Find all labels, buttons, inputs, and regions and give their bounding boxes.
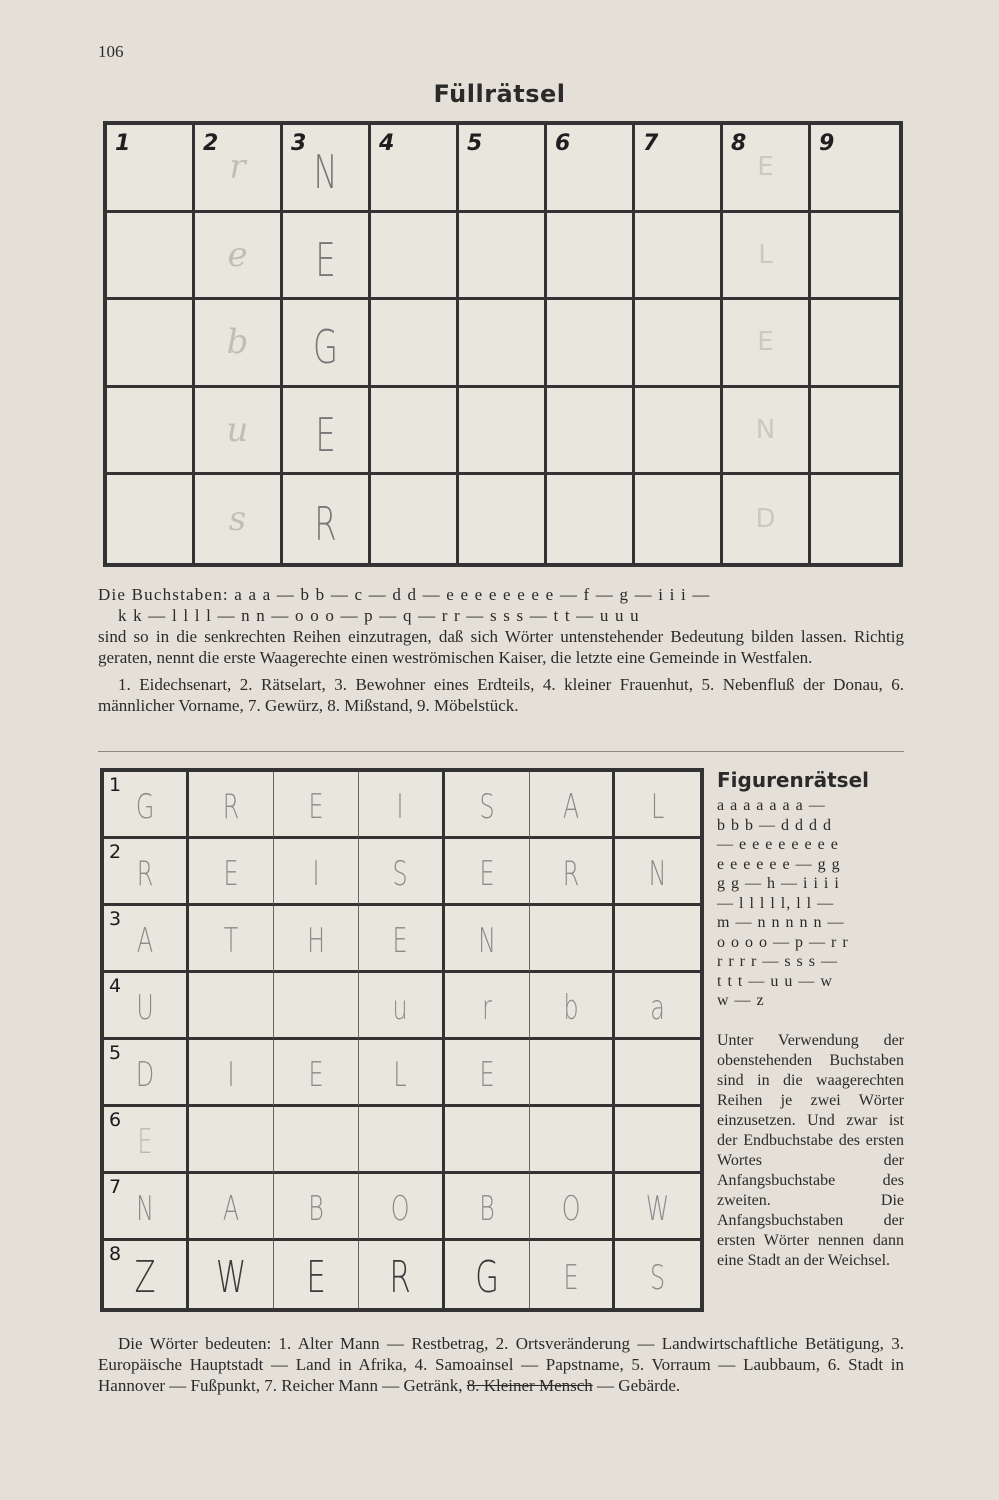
grid2-cell[interactable] xyxy=(274,1241,359,1308)
handwritten-letter: A xyxy=(136,921,154,961)
handwritten-letter: S xyxy=(392,854,409,894)
grid2-cell[interactable] xyxy=(359,1040,444,1107)
handwritten-letter: E xyxy=(315,232,336,287)
handwritten-letter: N xyxy=(136,1189,154,1229)
row-number: 5 xyxy=(109,1042,122,1064)
grid2-cell[interactable] xyxy=(445,973,530,1040)
grid2-cell[interactable] xyxy=(104,839,189,906)
handwritten-letter: I xyxy=(312,854,320,894)
grid2-cell[interactable] xyxy=(530,973,615,1040)
grid1-cell[interactable] xyxy=(283,388,371,476)
grid2-cell[interactable] xyxy=(530,1107,615,1174)
letters-line: o o o o — p — r r xyxy=(717,933,849,951)
grid2-cell[interactable] xyxy=(274,973,359,1040)
grid1-cell[interactable] xyxy=(371,475,459,563)
pencil-letter: e xyxy=(227,234,248,275)
handwritten-letter: A xyxy=(562,787,579,827)
pencil-letter: s xyxy=(228,499,247,540)
grid1-cell[interactable] xyxy=(459,475,547,563)
handwritten-letter: D xyxy=(135,1055,155,1095)
grid2-cell[interactable] xyxy=(530,1174,615,1241)
handwritten-letter: B xyxy=(478,1189,495,1229)
column-number: 2 xyxy=(203,131,219,156)
grid2-cell[interactable] xyxy=(359,1241,444,1308)
puzzle2-clue-struck: 8. Kleiner Mensch xyxy=(466,1376,593,1395)
grid2-cell[interactable] xyxy=(189,1040,274,1107)
grid2-cell[interactable] xyxy=(189,973,274,1040)
row-number: 2 xyxy=(109,841,122,863)
grid1-cell[interactable] xyxy=(723,388,811,476)
handwritten-letter: N xyxy=(477,921,496,961)
handwritten-letter: W xyxy=(215,1252,247,1303)
grid1-cell[interactable] xyxy=(371,300,459,388)
handwritten-letter: b xyxy=(563,988,579,1028)
grid1-cell[interactable] xyxy=(459,388,547,476)
grid2-cell[interactable] xyxy=(189,906,274,973)
grid1-cell[interactable] xyxy=(547,213,635,301)
letters-line-2: k k — l l l l — n n — o o o — p — q — r r — s s s — t t — u u u xyxy=(118,606,640,625)
handwritten-letter: T xyxy=(223,921,239,961)
separator-line xyxy=(98,751,904,752)
letters-line-1: Die Buchstaben: a a a — b b — c — d d — e e e e e e e e — f — g — i i i — xyxy=(98,585,711,604)
handwritten-letter: E xyxy=(479,1055,495,1095)
grid2-cell[interactable] xyxy=(530,1241,615,1308)
grid2-cell[interactable] xyxy=(445,1107,530,1174)
letters-line: g g — h — i i i i xyxy=(717,875,840,892)
grid1-cell[interactable] xyxy=(635,300,723,388)
handwritten-letter: B xyxy=(308,1189,325,1229)
handwritten-letter: R xyxy=(389,1252,412,1303)
grid1-cell[interactable] xyxy=(195,125,283,213)
handwritten-letter: E xyxy=(308,787,324,827)
handwritten-letter: N xyxy=(648,854,667,894)
grid2-cell[interactable] xyxy=(445,1174,530,1241)
handwritten-letter: O xyxy=(561,1189,581,1229)
grid1-cell[interactable] xyxy=(459,300,547,388)
letters-line: a a a a a a a — xyxy=(717,797,826,814)
handwritten-letter: I xyxy=(227,1055,235,1095)
grid1-cell[interactable] xyxy=(195,300,283,388)
handwritten-letter: S xyxy=(479,787,495,827)
handwritten-letter: R xyxy=(222,787,240,827)
grid1-cell[interactable] xyxy=(283,475,371,563)
letters-line: — e e e e e e e e xyxy=(717,836,839,853)
row-number: 4 xyxy=(109,975,122,997)
grid2-cell[interactable] xyxy=(359,973,444,1040)
grid1-cell[interactable] xyxy=(283,125,371,213)
handwritten-letter: R xyxy=(314,497,337,552)
handwritten-letter: L xyxy=(758,239,773,270)
handwritten-letter: E xyxy=(223,854,239,894)
pencil-letter: u xyxy=(226,410,249,451)
grid2-cell[interactable] xyxy=(104,906,189,973)
grid2-cell[interactable] xyxy=(445,1241,530,1308)
puzzle2-clues-main: Die Wörter bedeuten: 1. Alter Mann — Restbetrag, 2. Ortsveränderung — Landwirtschaftliche Betätigung, 3. Europäische Hauptstadt — Land in Afrika, 4. Samoainsel — Papstname, 5. Vorraum — Laubbaum, 6. Stadt in Hannover — Fußpunkt, 7. Reicher Mann — Getränk, xyxy=(98,1334,904,1395)
handwritten-letter: R xyxy=(562,854,580,894)
grid1-cell[interactable] xyxy=(811,388,899,476)
handwritten-letter: R xyxy=(136,854,154,894)
grid2-cell[interactable] xyxy=(445,906,530,973)
grid1-cell[interactable] xyxy=(635,125,723,213)
grid1-cell[interactable] xyxy=(547,125,635,213)
puzzle2-title: Figurenrätsel xyxy=(717,768,869,792)
grid2-cell[interactable] xyxy=(530,772,615,839)
grid1-cell[interactable] xyxy=(811,213,899,301)
pencil-letter: b xyxy=(226,322,249,363)
handwritten-letter: O xyxy=(391,1189,410,1229)
row-number: 6 xyxy=(109,1109,122,1131)
handwritten-letter: N xyxy=(313,145,338,200)
grid2-cell[interactable] xyxy=(445,772,530,839)
puzzle1-clues: 1. Eidechsenart, 2. Rätselart, 3. Bewohner eines Erdteils, 4. kleiner Frauenhut, 5. Nebenfluß der Donau, 6. männlicher Vorname, 7. Gewürz, 8. Mißstand, 9. Möbelstück. xyxy=(98,675,904,715)
figurenraetsel-grid xyxy=(100,768,704,1312)
letters-line: b b b — d d d d xyxy=(717,816,832,834)
handwritten-letter: a xyxy=(650,988,665,1028)
handwritten-letter: E xyxy=(392,921,409,961)
column-number: 5 xyxy=(467,131,483,156)
grid2-cell[interactable] xyxy=(189,1107,274,1174)
grid2-cell[interactable] xyxy=(274,772,359,839)
grid1-cell[interactable] xyxy=(723,125,811,213)
grid2-cell[interactable] xyxy=(189,839,274,906)
page-number: 106 xyxy=(98,42,124,61)
handwritten-letter: r xyxy=(481,988,492,1028)
grid1-cell[interactable] xyxy=(195,213,283,301)
puzzle1-text xyxy=(98,584,904,716)
grid2-cell[interactable] xyxy=(104,1174,189,1241)
handwritten-letter: E xyxy=(137,1122,153,1162)
column-number: 1 xyxy=(115,131,131,156)
grid1-cell[interactable] xyxy=(547,388,635,476)
grid1-cell[interactable] xyxy=(283,300,371,388)
grid1-cell[interactable] xyxy=(107,213,195,301)
grid1-cell[interactable] xyxy=(459,125,547,213)
grid1-cell[interactable] xyxy=(371,125,459,213)
grid1-cell[interactable] xyxy=(107,125,195,213)
letters-line: w — z xyxy=(717,992,765,1009)
grid1-cell[interactable] xyxy=(371,213,459,301)
letters-line: t t t — u u — w xyxy=(717,972,833,990)
handwritten-letter: S xyxy=(649,1257,665,1298)
grid2-cell[interactable] xyxy=(104,1107,189,1174)
handwritten-letter: W xyxy=(645,1189,670,1229)
handwritten-letter: E xyxy=(563,1257,579,1298)
grid1-cell[interactable] xyxy=(371,388,459,476)
column-number: 6 xyxy=(555,131,571,156)
letters-line: e e e e e e — g g xyxy=(717,855,841,873)
grid1-cell[interactable] xyxy=(107,475,195,563)
grid2-cell[interactable] xyxy=(104,772,189,839)
puzzle1-title: Füllrätsel xyxy=(433,80,566,108)
grid2-cell[interactable] xyxy=(104,1040,189,1107)
puzzle2-clues-end: — Gebärde. xyxy=(597,1376,681,1395)
handwritten-letter: E xyxy=(757,152,774,183)
fuellraetsel-grid xyxy=(103,121,903,567)
grid1-cell[interactable] xyxy=(459,213,547,301)
grid1-cell[interactable] xyxy=(723,300,811,388)
letters-line: m — n n n n n — xyxy=(717,914,845,931)
handwritten-letter: G xyxy=(474,1252,499,1303)
letters-line: r r r r — s s s — xyxy=(717,953,838,970)
grid2-cell[interactable] xyxy=(530,1040,615,1107)
grid1-cell[interactable] xyxy=(195,388,283,476)
handwritten-letter: G xyxy=(135,787,155,827)
grid1-cell[interactable] xyxy=(283,213,371,301)
grid1-cell[interactable] xyxy=(107,300,195,388)
grid2-cell[interactable] xyxy=(104,973,189,1040)
pencil-letter: r xyxy=(229,147,246,188)
grid2-cell[interactable] xyxy=(189,1174,274,1241)
handwritten-letter: L xyxy=(393,1055,408,1095)
letters-line: — l l l l l, l l — xyxy=(717,894,835,912)
grid1-cell[interactable] xyxy=(107,388,195,476)
grid2-cell[interactable] xyxy=(615,1040,700,1107)
grid1-cell[interactable] xyxy=(635,475,723,563)
grid2-cell[interactable] xyxy=(530,906,615,973)
handwritten-letter: L xyxy=(650,787,665,827)
grid2-cell[interactable] xyxy=(359,906,444,973)
handwritten-letter: E xyxy=(308,1055,324,1095)
handwritten-letter: D xyxy=(755,504,776,535)
handwritten-letter: A xyxy=(223,1189,240,1229)
grid2-cell[interactable] xyxy=(615,839,700,906)
grid1-cell[interactable] xyxy=(811,475,899,563)
grid2-cell[interactable] xyxy=(445,839,530,906)
grid1-cell[interactable] xyxy=(195,475,283,563)
grid1-cell[interactable] xyxy=(723,213,811,301)
column-number: 8 xyxy=(731,131,747,156)
row-number: 1 xyxy=(109,774,122,796)
puzzle2-instructions: Unter Verwendung der obenstehenden Buchstaben sind in die waagerechten Reihen je zwei Wörter einzusetzen. Und zwar ist der Endbuchstabe des ersten Wortes der Anfangsbuchstabe des zweiten. Die Anfangsbuchstaben der ersten Wörter nennen dann eine Stadt an der Weichsel. xyxy=(717,1031,904,1269)
grid2-cell[interactable] xyxy=(104,1241,189,1308)
grid2-cell[interactable] xyxy=(274,839,359,906)
grid2-cell[interactable] xyxy=(274,906,359,973)
grid2-cell[interactable] xyxy=(615,1174,700,1241)
puzzle1-instructions: sind so in die senkrechten Reihen einzutragen, daß sich Wörter untenstehender Bedeutung bilden lassen. Richtig geraten, nennt die erste Waagerechte einen weströmischen Kaiser, die letzte eine Gemeinde in Westfalen. xyxy=(98,627,904,667)
grid1-cell[interactable] xyxy=(723,475,811,563)
grid1-cell[interactable] xyxy=(547,475,635,563)
grid2-cell[interactable] xyxy=(189,1241,274,1308)
grid2-cell[interactable] xyxy=(274,1107,359,1174)
puzzle2-sidebar xyxy=(717,768,904,1271)
row-number: 7 xyxy=(109,1176,122,1198)
grid2-cell[interactable] xyxy=(359,1107,444,1174)
grid2-cell[interactable] xyxy=(530,839,615,906)
handwritten-letter: E xyxy=(757,327,774,358)
column-number: 7 xyxy=(643,131,659,156)
column-number: 3 xyxy=(291,131,307,156)
handwritten-letter: I xyxy=(396,787,404,827)
grid2-cell[interactable] xyxy=(445,1040,530,1107)
grid2-cell[interactable] xyxy=(615,772,700,839)
grid2-cell[interactable] xyxy=(615,1241,700,1308)
grid2-cell[interactable] xyxy=(359,839,444,906)
row-number: 3 xyxy=(109,908,122,930)
handwritten-letter: G xyxy=(313,320,338,375)
grid2-cell[interactable] xyxy=(189,772,274,839)
grid2-cell[interactable] xyxy=(274,1040,359,1107)
grid2-cell[interactable] xyxy=(359,772,444,839)
column-number: 9 xyxy=(819,131,835,156)
puzzle2-clues xyxy=(98,1333,904,1396)
handwritten-letter: u xyxy=(392,988,409,1028)
handwritten-letter: U xyxy=(136,988,154,1028)
handwritten-letter: Z xyxy=(134,1252,156,1303)
handwritten-letter: E xyxy=(306,1252,327,1303)
handwritten-letter: E xyxy=(479,854,495,894)
handwritten-letter: E xyxy=(315,408,336,463)
grid2-cell[interactable] xyxy=(615,906,700,973)
handwritten-letter: H xyxy=(307,921,326,961)
column-number: 4 xyxy=(379,131,395,156)
grid1-cell[interactable] xyxy=(547,300,635,388)
row-number: 8 xyxy=(109,1243,122,1265)
puzzle2-letters xyxy=(717,796,904,1011)
grid2-cell[interactable] xyxy=(615,1107,700,1174)
grid1-cell[interactable] xyxy=(635,213,723,301)
grid1-cell[interactable] xyxy=(811,300,899,388)
grid1-cell[interactable] xyxy=(811,125,899,213)
handwritten-letter: N xyxy=(755,415,776,446)
grid2-cell[interactable] xyxy=(359,1174,444,1241)
grid2-cell[interactable] xyxy=(615,973,700,1040)
grid1-cell[interactable] xyxy=(635,388,723,476)
grid2-cell[interactable] xyxy=(274,1174,359,1241)
